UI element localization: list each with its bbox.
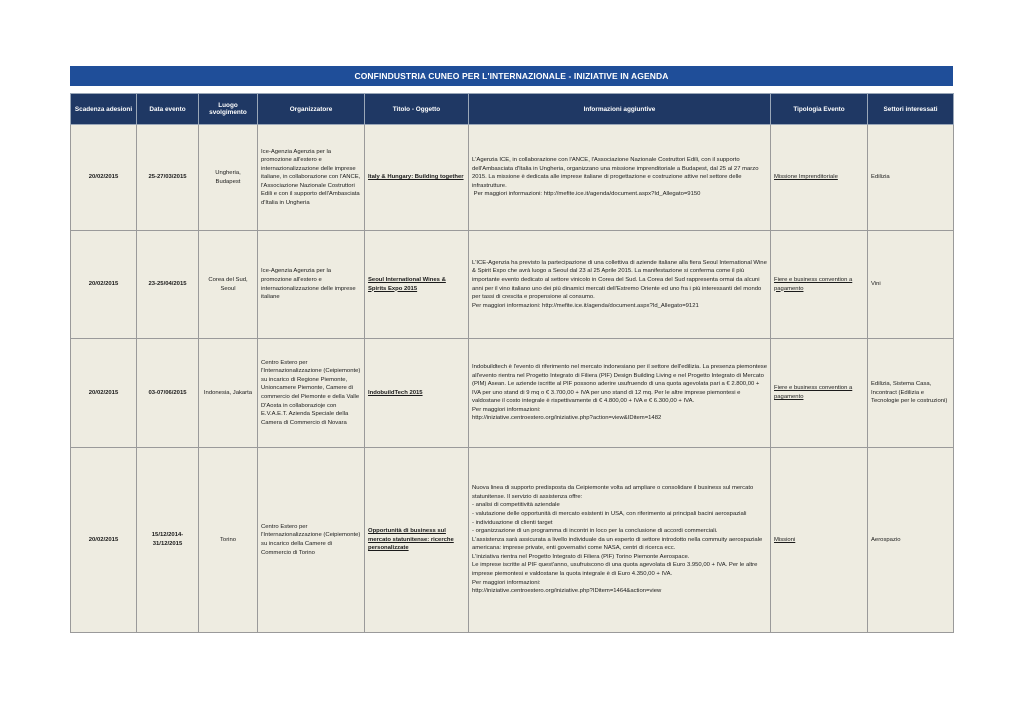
header-organizer: Organizzatore	[258, 94, 365, 125]
cell-title-link[interactable]: Italy & Hungary: Building together	[365, 125, 469, 231]
table-row	[71, 448, 954, 633]
cell-event-type-link[interactable]: Missioni	[771, 448, 868, 633]
info-text: L'Agenzia ICE, in collaborazione con l'ANCE, l'Associazione Nazionale Costruttori Edili, con il supporto dell'Ambasciata d'Italia in Ungheria, organizzano una missione imprenditoriale a Budapest, dal 25 al 27 marzo 2015. La missione è dedicata alle imprese italiane di progettazione e costruzione attive nel settore delle infrastrutture. Per maggiori informazioni: http://mefite.ice.it/agenda/document.aspx?Id_Allegato=9150	[472, 157, 759, 198]
cell-place: Ungheria, Budapest	[199, 125, 258, 231]
header-place: Luogo svolgimento	[199, 94, 258, 125]
header-sectors: Settori interessati	[868, 94, 954, 125]
cell-organizer: Centro Estero per l'Internazionalizzazione (Ceipiemonte) su incarico di Regione Piemonte, Unioncamere Piemonte, Camere di commercio del Piemonte e della Valle D'Aosta in collaborazioje con E.V.A.E.T. Azienda Speciale della Camera di Commercio di Novara	[258, 339, 365, 448]
table-row	[71, 339, 954, 448]
cell-sectors: Edilizia	[868, 125, 954, 231]
cell-place: Indonesia, Jakarta	[199, 339, 258, 448]
cell-info	[469, 339, 771, 448]
header-event-date: Data evento	[137, 94, 199, 125]
table-header-row	[71, 94, 954, 125]
cell-place: Corea del Sud, Seoul	[199, 231, 258, 339]
page-title: CONFINDUSTRIA CUNEO PER L'INTERNAZIONALE - INIZIATIVE IN AGENDA	[70, 66, 953, 86]
cell-event-type-link[interactable]: Fiere e business convention a pagamento	[771, 339, 868, 448]
cell-deadline: 20/02/2015	[71, 339, 137, 448]
cell-organizer: Ice-Agenzia Agenzia per la promozione all'estero e internazionalizzazione delle imprese italiane, in collaborazione con l'ANCE, l'Associazione Nazionale Costruttori Edili e con il supporto dell'Ambasciata d'Italia in Ungheria	[258, 125, 365, 231]
cell-organizer: Centro Estero per l'Internazionalizzazione (Ceipiemonte) su incarico della Camere di Commercio di Torino	[258, 448, 365, 633]
cell-organizer: Ice-Agenzia Agenzia per la promozione all'estero e internazionalizzazione delle imprese italiane	[258, 231, 365, 339]
cell-event-type-link[interactable]: Missione Imprenditoriale	[771, 125, 868, 231]
table-row	[71, 231, 954, 339]
cell-title-link[interactable]: Seoul International Wines & Spirits Expo 2015	[365, 231, 469, 339]
table-row	[71, 125, 954, 231]
cell-event-type-link[interactable]: Fiere e business convention a pagamento	[771, 231, 868, 339]
cell-info	[469, 125, 771, 231]
info-text: L'ICE-Agenzia ha previsto la partecipazione di una collettiva di aziende italiane alla fiera Seoul International Wine & Spirit Expo che avrà luogo a Seoul dal 23 al 25 Aprile 2015. La manifestazione si conferma come il più importante evento dedicato al settore vinicolo in Corea del Sud. La Corea del Sud rappresenta ormai da alcuni anni per il vino italiano uno dei più dinamici mercati dell'Estremo Oriente ed uno fra i più interessanti del mondo per tassi di crescita e propensione al consumo. Per maggiori informazioni: http://mefite.ice.it/agenda/document.aspx?Id_Allegato=9121	[472, 259, 767, 309]
cell-info	[469, 448, 771, 633]
cell-sectors: Aerospazio	[868, 448, 954, 633]
cell-deadline: 20/02/2015	[71, 448, 137, 633]
header-deadline: Scadenza adesioni	[71, 94, 137, 125]
cell-event-date: 25-27/03/2015	[137, 125, 199, 231]
cell-title-link[interactable]: IndobuildTech 2015	[365, 339, 469, 448]
header-title: Titolo - Oggetto	[365, 94, 469, 125]
cell-event-date: 03-07/06/2015	[137, 339, 199, 448]
header-event-type: Tipologia Evento	[771, 94, 868, 125]
cell-sectors: Vini	[868, 231, 954, 339]
cell-sectors: Edilizia, Sistema Casa, Incontract (Edilizia e Tecnologie per le costruzioni)	[868, 339, 954, 448]
cell-info	[469, 231, 771, 339]
cell-event-date: 15/12/2014-31/12/2015	[137, 448, 199, 633]
agenda-table	[70, 93, 954, 633]
cell-deadline: 20/02/2015	[71, 125, 137, 231]
header-info: Informazioni aggiuntive	[469, 94, 771, 125]
cell-title-link[interactable]: Opportunità di business sul mercato statunitense: ricerche personalizzate	[365, 448, 469, 633]
cell-deadline: 20/02/2015	[71, 231, 137, 339]
cell-event-date: 23-25/04/2015	[137, 231, 199, 339]
cell-place: Torino	[199, 448, 258, 633]
info-text: Indobuildtech è l'evento di riferimento nel mercato indonesiano per il settore dell'edilizia. La presenza piemontese all'evento rientra nel Progetto Integrato di Filiera (PIF) Design Building Living e nel Progetto Integrato di Mercato (PIM) Asean. Le aziende iscritte al PIF possono aderire usufruendo di una quota agevolata pari a € 2.800,00 + IVA per uno stand di 9 mq o € 3.700,00 + IVA per uno stand di 12 mq. Per le altre imprese piemontesi e valdostane il costo integrale è rispettivamente di € 4.800,00 + IVA e € 6.300,00 + IVA. Per maggiori informazioni: http://iniziative.centroestero.org/iniziative.php?action=view&IDitem=1482	[472, 364, 767, 422]
info-text: Nuova linea di supporto predisposta da Ceipiemonte volta ad ampliare o consolidare il business sul mercato statunitense. Il servizio di assistenza offre: - analisi di competitività aziendale - valutazione delle opportunità di mercato esistenti in USA, con riferimento ai principali bacini aerospaziali - individuazione di clienti target - organizzazione di un programma di incontri in loco per la conclusione di accordi commerciali. L'assistenza sarà assicurata a livello individuale da un esperto di settore introdotto nella commuity aerospaziale americana: imprese private, enti governativi come NASA, centri di ricerca ecc. L'iniziativa rientra nel Progetto Integrato di Filiera (PIF) Torino Piemonte Aerospace. Le imprese iscritte al PIF quest'anno, usufruiscono di una quota agevolata di Euro 3.950,00 + IVA. Per le altre imprese piemontesi e valdostane la quota integrale è di Euro 4.350,00 + IVA. Per maggiori informazioni: http://iniziative.centroestero.org/iniziative.php?IDitem=1464&action=view	[472, 485, 763, 595]
